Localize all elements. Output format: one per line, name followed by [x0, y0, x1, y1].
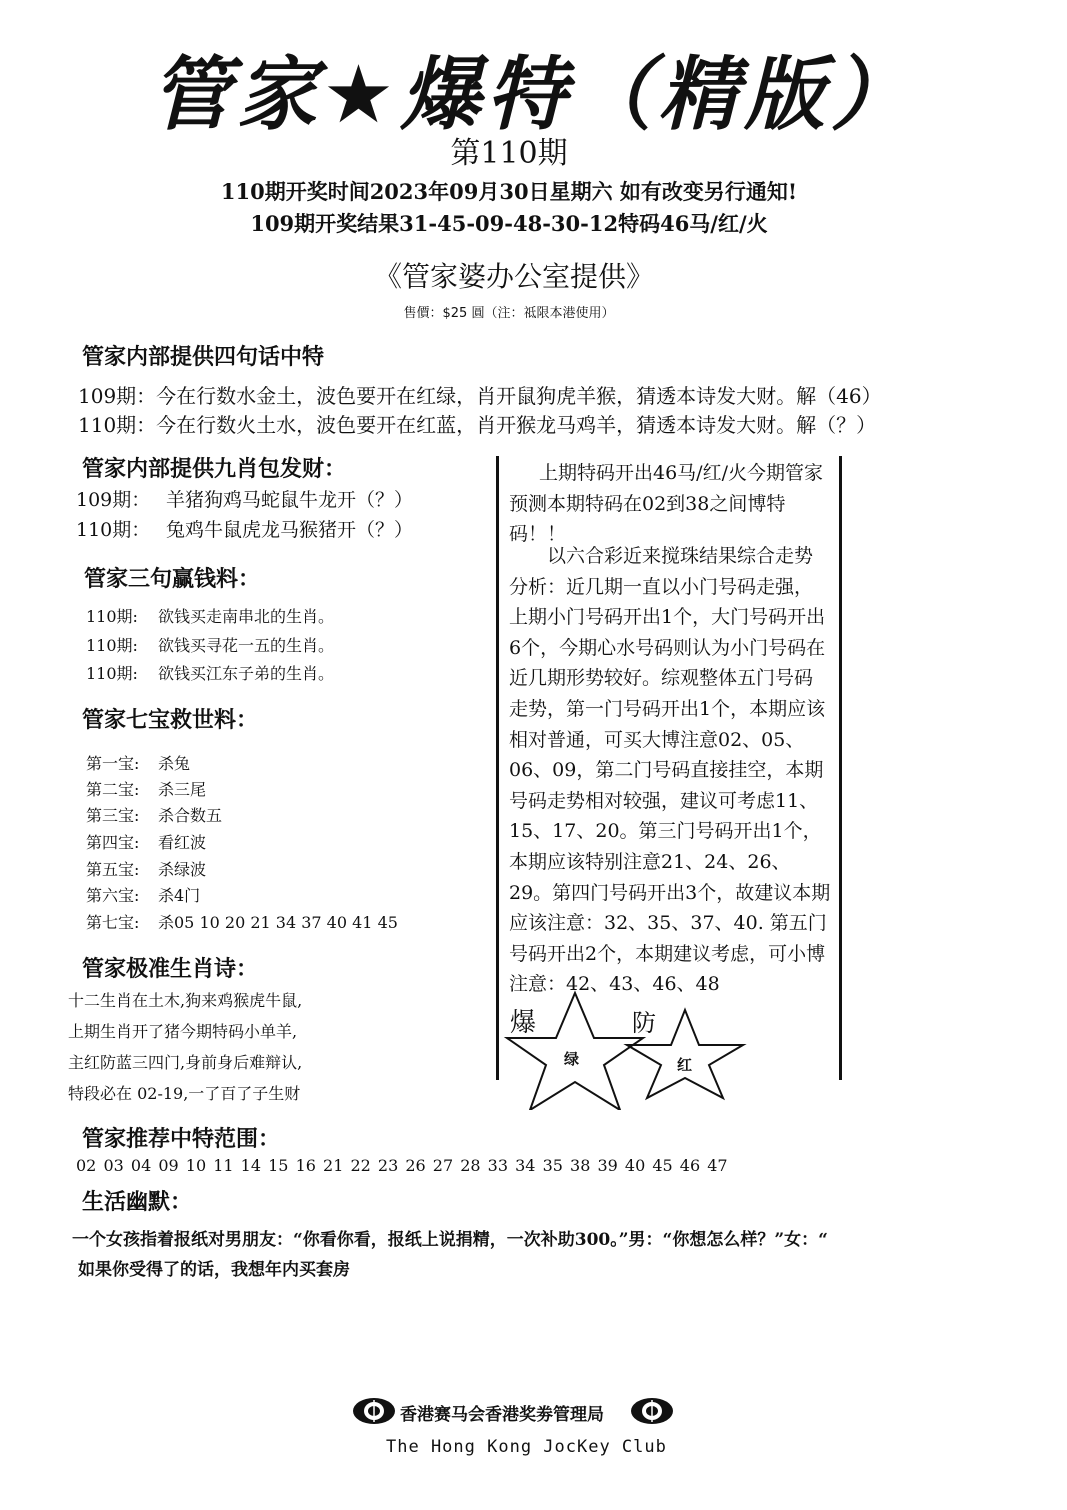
four-lines-row: 110期：今在行数火土水，波色要开在红蓝，肖开猴龙马鸡羊，猜透本诗发大财。解（？） [78, 413, 877, 437]
treasure-label: 第七宝: [86, 913, 140, 932]
treasure-label: 第二宝: [86, 780, 140, 799]
humor-line-2: 如果你受得了的话，我想年内买套房 [78, 1260, 350, 1280]
nine-zodiac-heading: 管家内部提供九肖包发财： [82, 457, 347, 482]
nine-zodiac-text: 羊猪狗鸡马蛇鼠牛龙开（？） [166, 489, 414, 511]
provider: 《管家婆办公室提供》 [373, 260, 654, 293]
treasure-text: 杀三尾 [158, 780, 207, 799]
poem-line: 十二生肖在土木,狗来鸡猴虎牛鼠, [68, 991, 303, 1010]
poem-line: 特段必在 02-19,一了百了子生财 [68, 1084, 301, 1103]
treasure-text: 杀合数五 [158, 806, 223, 825]
jockey-club-logo-right [630, 1396, 674, 1426]
analysis-box [496, 456, 842, 1080]
three-lines-period: 110期: [86, 664, 138, 683]
three-lines-heading: 管家三句赢钱料： [84, 567, 261, 592]
analysis-para-1: 上期特码开出46马/红/火今期管家预测本期特码在02到38之间博特码！！ [509, 462, 823, 546]
issue-number: 第110期 [450, 136, 568, 171]
treasure-text: 杀05 10 20 21 34 37 40 41 45 [158, 913, 398, 932]
nine-zodiac-text: 兔鸡牛鼠虎龙马猴猪开（？） [166, 519, 414, 541]
range-numbers: 02 03 04 09 10 11 14 15 16 21 22 23 26 27 28 33 34 35 38 39 40 45 46 47 [76, 1156, 728, 1175]
range-heading: 管家推荐中特范围： [82, 1127, 281, 1152]
org-name: 香港赛马会香港奖劵管理局 [400, 1405, 604, 1425]
page-title: 管家★爆特（精版） [150, 48, 917, 141]
treasure-text: 杀绿波 [158, 860, 207, 879]
poem-heading: 管家极准生肖诗： [82, 957, 259, 982]
humor-heading: 生活幽默： [82, 1190, 193, 1215]
seven-treasures-heading: 管家七宝救世料： [82, 708, 259, 733]
star-label-fang: 防 [632, 1009, 656, 1037]
treasure-label: 第四宝: [86, 833, 140, 852]
nine-zodiac-period: 109期： [76, 489, 151, 511]
club-name: The Hong Kong JocKey Club [386, 1437, 667, 1457]
last-result: 109期开奖结果31-45-09-48-30-12特码46马/红/火 [250, 211, 768, 236]
draw-time: 110期开奖时间2023年09月30日星期六 如有改变另行通知! [220, 179, 798, 204]
treasure-text: 杀兔 [158, 754, 191, 773]
star-center-red: 红 [677, 1056, 693, 1074]
treasure-label: 第五宝: [86, 860, 140, 879]
jockey-club-logo-left [352, 1396, 396, 1426]
treasure-label: 第三宝: [86, 806, 140, 825]
poem-line: 上期生肖开了猪今期特码小单羊, [68, 1022, 298, 1041]
humor-line-1: 一个女孩指着报纸对男朋友：“你看你看，报纸上说捐精，一次补助300。”男：“你想怎么样？”女：“ [72, 1230, 828, 1250]
four-lines-heading: 管家内部提供四句话中特 [82, 345, 325, 370]
price-note: 售價：$25 圓（注：祗限本港使用） [403, 306, 615, 321]
treasure-text: 看红波 [158, 833, 207, 852]
three-lines-text: 欲钱买走南串北的生肖。 [158, 607, 335, 626]
poem-line: 主红防蓝三四门,身前身后难辩认, [68, 1053, 303, 1072]
treasure-label: 第六宝: [86, 886, 140, 905]
star-center-green: 绿 [564, 1050, 580, 1068]
three-lines-text: 欲钱买江东子弟的生肖。 [158, 664, 335, 683]
three-lines-text: 欲钱买寻花一五的生肖。 [158, 636, 335, 655]
analysis-para-2: 以六合彩近来搅珠结果综合走势分析：近几期一直以小门号码走强，上期小门号码开出1个，大门号码开出6个，今期心水号码则认为小门号码在近几期形势较好。综观整体五门号码走势，第一门号码开出1个，本期应该相对普通，可买大博注意02、05、06、09，第二门号码直接挂空，本期号码走势相对较强，建议可考虑11、15、17、20。第三门号码开出1个，本期应该特别注意21、24、26、29。第四门号码开出3个，故建议本期应该注意：32、35、37、40. 第五门号码开出2个，本期建议考虑，可小博注意：42、43、46、48 [509, 545, 831, 996]
three-lines-period: 110期: [86, 636, 138, 655]
three-lines-period: 110期: [86, 607, 138, 626]
nine-zodiac-period: 110期： [76, 519, 151, 541]
four-lines-row: 109期：今在行数水金土，波色要开在红绿，肖开鼠狗虎羊猴，猜透本诗发大财。解（46） [78, 384, 882, 408]
treasure-label: 第一宝: [86, 754, 140, 773]
star-label-bao: 爆 [510, 1008, 537, 1038]
treasure-text: 杀4门 [158, 886, 201, 905]
